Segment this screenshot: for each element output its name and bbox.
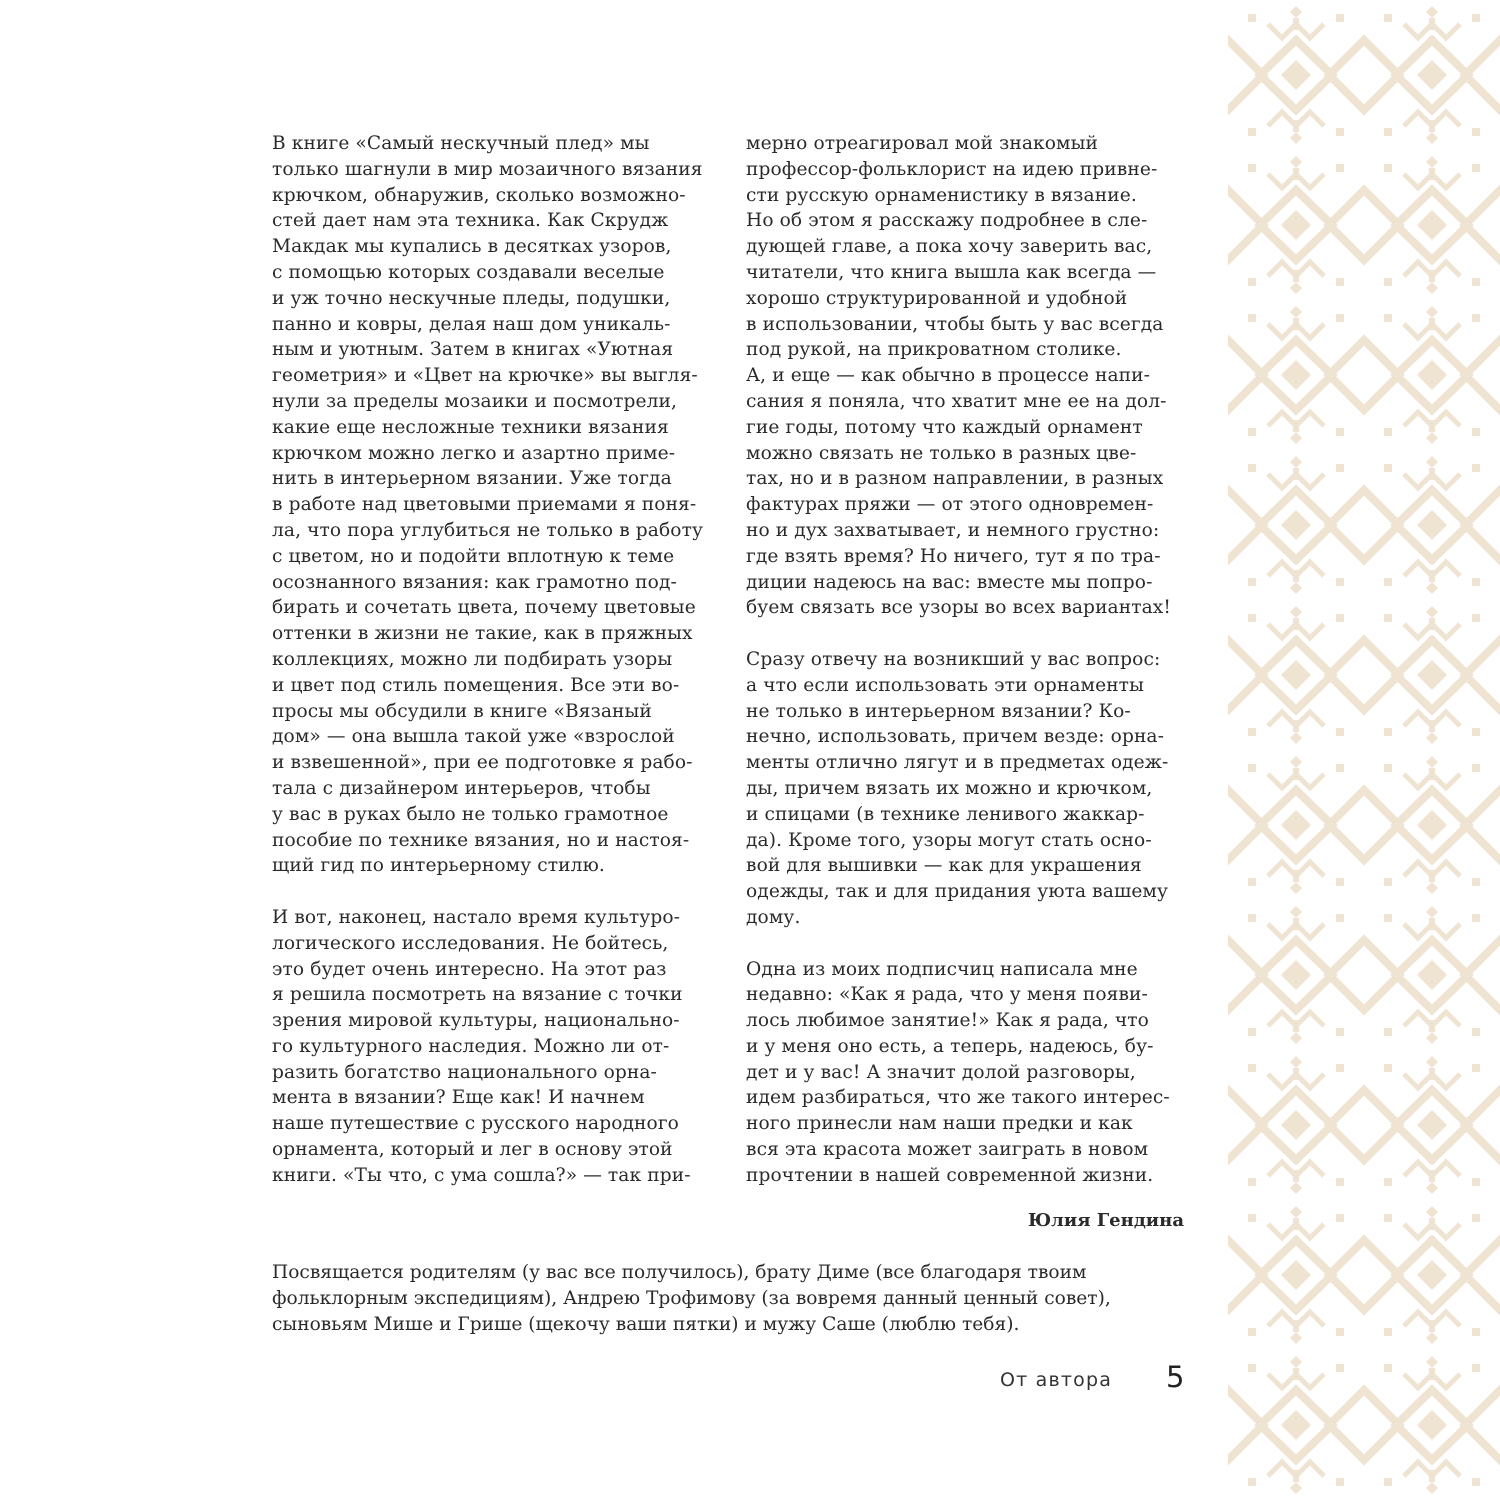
text-line: и уж точно нескучные пледы, подушки, xyxy=(272,287,671,309)
text-line: где взять время? Но ничего, тут я по тра- xyxy=(746,545,1161,567)
dedication-line: Посвящается родителям (у вас все получилось), брату Диме (все благодаря твоим xyxy=(272,1262,1087,1283)
text-line: коллекциях, можно ли подбирать узоры xyxy=(272,648,673,670)
text-line: ла, что пора углубиться не только в работу xyxy=(272,519,704,541)
text-line: вой для вышивки — как для украшения xyxy=(746,855,1142,877)
text-line: ного принесли нам наши предки и как xyxy=(746,1113,1133,1135)
text-line: какие еще несложные техники вязания xyxy=(272,416,669,438)
text-line: и у меня оно есть, а теперь, надеюсь, бу- xyxy=(746,1035,1154,1057)
paragraph-gap xyxy=(746,931,1196,957)
text-line: и цвет под стиль помещения. Все эти во- xyxy=(272,674,680,696)
text-line: я решила посмотреть на вязание с точки xyxy=(272,984,683,1006)
dedication-line: сыновьям Мише и Грише (щекочу ваши пятки) и мужу Саше (люблю тебя). xyxy=(272,1313,1020,1335)
paragraph-gap xyxy=(272,879,722,905)
text-line: гие годы, потому что каждый орнамент xyxy=(746,416,1143,438)
text-line: в работе над цветовыми приемами я поня- xyxy=(272,494,697,516)
text-line: пособие по технике вязания, но и настоя- xyxy=(272,829,690,851)
text-line: под рукой, на прикроватном столике. xyxy=(746,339,1122,361)
text-line: это будет очень интересно. На этот раз xyxy=(272,958,667,980)
dedication-paragraph xyxy=(272,1260,1192,1337)
text-line: и спицами (в технике ленивого жаккар- xyxy=(746,803,1145,825)
decorative-ornament-border xyxy=(1228,0,1500,1500)
paragraph-gap xyxy=(746,621,1196,647)
text-line: но и дух захватывает, и немного грустно: xyxy=(746,519,1160,541)
text-line: вся эта красота может заиграть в новом xyxy=(746,1139,1149,1161)
text-line: разить богатство национального орна- xyxy=(272,1061,657,1083)
text-line: в использовании, чтобы быть у вас всегда xyxy=(746,313,1164,335)
text-line: нечно, использовать, причем везде: орна- xyxy=(746,726,1165,748)
text-line: да). Кроме того, узоры могут стать осно- xyxy=(746,829,1152,851)
text-line: ным и уютным. Затем в книгах «Уютная xyxy=(272,339,674,361)
text-line: А, и еще — как обычно в процессе напи- xyxy=(746,365,1151,387)
text-line: мерно отреагировал мой знакомый xyxy=(746,133,1098,154)
left-text-column xyxy=(272,131,722,1189)
text-line: стей дает нам эта техника. Как Скрудж xyxy=(272,210,669,232)
text-line: диции надеюсь на вас: вместе мы попро- xyxy=(746,571,1153,593)
text-line: панно и ковры, делая наш дом уникаль- xyxy=(272,313,671,335)
text-line: оттенки в жизни не такие, как в пряжных xyxy=(272,623,693,645)
text-line: одежды, так и для придания уюта вашему xyxy=(746,881,1169,903)
text-line: лось любимое занятие!» Как я рада, что xyxy=(746,1010,1149,1032)
section-title: От автора xyxy=(1000,1369,1113,1391)
text-line: и взвешенной», при ее подготовке я рабо- xyxy=(272,752,693,774)
text-line: осознанного вязания: как грамотно под- xyxy=(272,571,677,593)
text-line: буем связать все узоры во всех вариантах! xyxy=(746,597,1171,619)
text-line: зрения мировой культуры, национально- xyxy=(272,1010,680,1032)
text-line: Сразу отвечу на возникший у вас вопрос: xyxy=(746,648,1161,670)
text-line: бирать и сочетать цвета, почему цветовые xyxy=(272,597,696,619)
text-line: дет и у вас! А значит долой разговоры, xyxy=(746,1061,1136,1083)
text-line: с помощью которых создавали веселые xyxy=(272,261,665,283)
text-line: Макдак мы купались в десятках узоров, xyxy=(272,236,672,258)
author-signature: Юлия Гендина xyxy=(1027,1210,1184,1231)
text-line: нули за пределы мозаики и посмотрели, xyxy=(272,390,678,412)
text-line: В книге «Самый нескучный плед» мы xyxy=(272,133,650,154)
text-line: сти русскую орнаменистику в вязание. xyxy=(746,184,1137,206)
text-line: просы мы обсудили в книге «Вязаный xyxy=(272,700,652,722)
text-line: И вот, наконец, настало время культуро- xyxy=(272,906,681,928)
text-line: книги. «Ты что, с ума сошла?» — так при- xyxy=(272,1164,691,1186)
text-line: мента в вязании? Еще как! И начнем xyxy=(272,1087,645,1109)
text-line: с цветом, но и подойти вплотную к теме xyxy=(272,545,675,567)
text-line: дующей главе, а пока хочу заверить вас, xyxy=(746,236,1153,258)
text-line: сания я поняла, что хватит мне ее на дол- xyxy=(746,390,1167,412)
dedication-line: фольклорным экспедициям), Андрею Трофимову (за вовремя данный ценный совет), xyxy=(272,1287,1111,1309)
text-line: нить в интерьерном вязании. Уже тогда xyxy=(272,468,672,490)
text-line: профессор-фольклорист на идею привне- xyxy=(746,158,1158,180)
text-line: недавно: «Как я рада, что у меня появи- xyxy=(746,984,1148,1006)
text-line: Одна из моих подписчиц написала мне xyxy=(746,958,1138,980)
text-line: геометрия» и «Цвет на крючке» вы выгля- xyxy=(272,365,698,387)
text-line: менты отлично лягут и в предметах одеж- xyxy=(746,752,1169,774)
text-line: крючком, обнаружив, сколько возможно- xyxy=(272,184,686,206)
text-line: фактурах пряжи — от этого одновремен- xyxy=(746,494,1154,516)
right-text-column xyxy=(746,131,1196,1189)
text-line: читатели, что книга вышла как всегда — xyxy=(746,261,1157,283)
text-line: дом» — она вышла такой уже «взрослой xyxy=(272,726,675,748)
text-line: у вас в руках было не только грамотное xyxy=(272,803,669,825)
text-line: хорошо структурированной и удобной xyxy=(746,287,1128,309)
text-line: не только в интерьерном вязании? Ко- xyxy=(746,700,1131,722)
text-line: Но об этом я расскажу подробнее в сле- xyxy=(746,210,1148,232)
text-line: наше путешествие с русского народного xyxy=(272,1113,679,1135)
text-line: орнамента, который и лег в основу этой xyxy=(272,1139,673,1161)
text-line: дому. xyxy=(746,906,801,928)
text-line: можно связать не только в разных цве- xyxy=(746,442,1137,464)
text-line: тала с дизайнером интерьеров, чтобы xyxy=(272,777,651,799)
text-line: а что если использовать эти орнаменты xyxy=(746,674,1144,696)
text-line: щий гид по интерьерному стилю. xyxy=(272,855,605,877)
text-line: только шагнули в мир мозаичного вязания xyxy=(272,158,703,180)
ornament-pattern-fill xyxy=(1228,0,1500,1500)
page-number: 5 xyxy=(1166,1360,1185,1394)
text-line: тах, но и в разном направлении, в разных xyxy=(746,468,1164,490)
text-line: ды, причем вязать их можно и крючком, xyxy=(746,777,1153,799)
text-line: крючком можно легко и азартно приме- xyxy=(272,442,676,464)
text-line: логического исследования. Не бойтесь, xyxy=(272,932,669,954)
text-line: го культурного наследия. Можно ли от- xyxy=(272,1035,670,1057)
text-line: прочтении в нашей современной жизни. xyxy=(746,1164,1154,1186)
text-line: идем разбираться, что же такого интерес- xyxy=(746,1087,1170,1109)
